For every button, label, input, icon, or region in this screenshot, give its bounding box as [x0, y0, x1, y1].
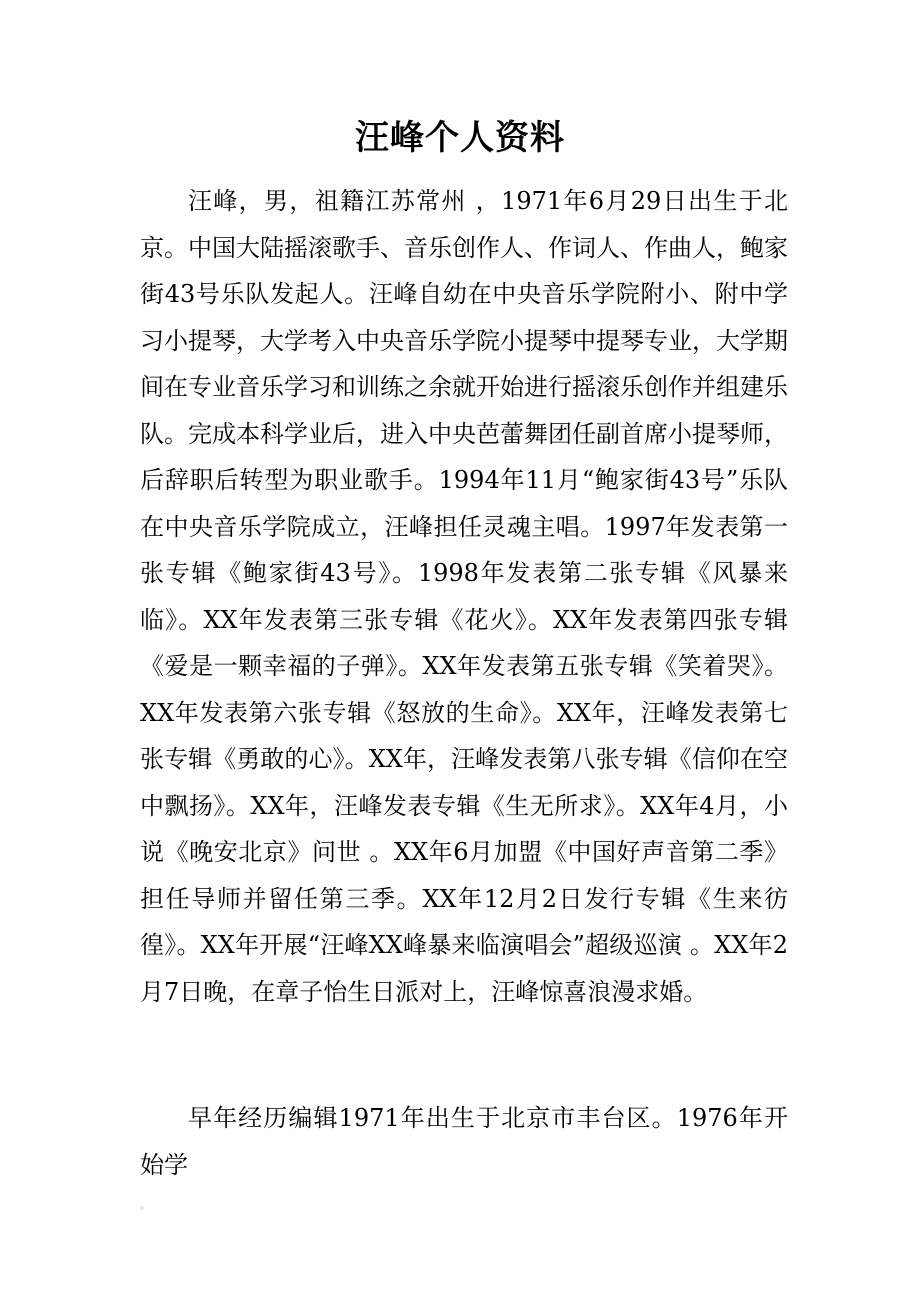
page-dot-mark	[140, 1206, 144, 1210]
body-paragraph: 汪峰，男，祖籍江苏常州 ，1971年6月29日出生于北京。中国大陆摇滚歌手、音乐创作人、作词人、作曲人，鲍家街43号乐队发起人。汪峰自幼在中央音乐学院附小、附中学习小提琴，大学考入中央音乐学院小提琴中提琴专业，大学期间在专业音乐学习和训练之余就开始进行摇滚乐创作并组建乐队。完成本科学业后，进入中央芭蕾舞团任副首席小提琴师，后辞职后转型为职业歌手。1994年11月“鲍家街43号”乐队在中央音乐学院成立，汪峰担任灵魂主唱。1997年发表第一张专辑《鲍家街43号》。1998年发表第二张专辑《风暴来临》。XX年发表第三张专辑《花火》。XX年发表第四张专辑《爱是一颗幸福的子弹》。XX年发表第五张专辑《笑着哭》。XX年发表第六张专辑《怒放的生命》。XX年，汪峰发表第七张专辑《勇敢的心》。XX年，汪峰发表第八张专辑《信仰在空中飘扬》。XX年，汪峰发表专辑《生无所求》。XX年4月，小说《晚安北京》问世 。XX年6月加盟《中国好声音第二季》担任导师并留任第三季。XX年12月2日发行专辑《生来彷徨》。XX年开展“汪峰XX峰暴来临演唱会”超级巡演 。XX年2月7日晚，在章子怡生日派对上，汪峰惊喜浪漫求婚。	[140, 187, 788, 1006]
body-paragraph: 早年经历编辑1971年出生于北京市丰台区。1976年开始学	[140, 1104, 788, 1179]
document-title: 汪峰个人资料	[355, 118, 565, 158]
